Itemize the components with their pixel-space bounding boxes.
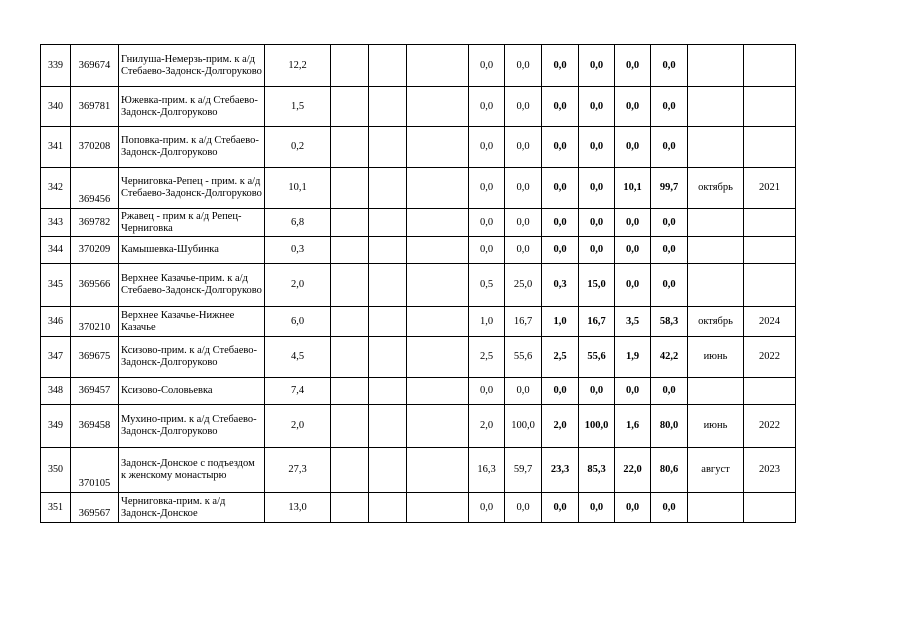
value-cell-6: 99,7: [651, 168, 688, 209]
year-cell: 2021: [744, 168, 796, 209]
road-length-cell: 0,2: [265, 127, 331, 168]
value-cell-2: 0,0: [505, 209, 542, 237]
value-cell-5: 0,0: [615, 493, 651, 523]
empty-cell: [331, 337, 369, 378]
road-length-cell: 6,8: [265, 209, 331, 237]
value-cell-5: 0,0: [615, 45, 651, 87]
road-name-cell: Ржавец - прим к а/д Репец-Черниговка: [119, 209, 265, 237]
road-code-cell: 370209: [71, 237, 119, 264]
value-cell-4: 100,0: [579, 405, 615, 448]
empty-cell: [407, 209, 469, 237]
empty-cell: [331, 378, 369, 405]
month-cell: [688, 493, 744, 523]
row-number-cell: 347: [41, 337, 71, 378]
empty-cell: [331, 87, 369, 127]
value-cell-1: 0,0: [469, 493, 505, 523]
value-cell-2: 0,0: [505, 87, 542, 127]
road-name-cell: Черниговка-прим. к а/д Задонск-Донское: [119, 493, 265, 523]
value-cell-6: 0,0: [651, 493, 688, 523]
value-cell-3: 0,0: [542, 209, 579, 237]
year-cell: [744, 45, 796, 87]
value-cell-6: 0,0: [651, 127, 688, 168]
value-cell-1: 0,0: [469, 378, 505, 405]
roads-table: [40, 44, 796, 523]
year-cell: 2022: [744, 337, 796, 378]
value-cell-5: 0,0: [615, 127, 651, 168]
row-number-cell: 343: [41, 209, 71, 237]
value-cell-4: 0,0: [579, 237, 615, 264]
value-cell-2: 0,0: [505, 168, 542, 209]
table-row: [41, 237, 796, 264]
road-name-cell: Камышевка-Шубинка: [119, 237, 265, 264]
table-row: [41, 337, 796, 378]
road-code-cell: 369675: [71, 337, 119, 378]
month-cell: октябрь: [688, 307, 744, 337]
empty-cell: [331, 237, 369, 264]
row-number-cell: 344: [41, 237, 71, 264]
road-length-cell: 2,0: [265, 264, 331, 307]
empty-cell: [369, 405, 407, 448]
value-cell-4: 0,0: [579, 209, 615, 237]
empty-cell: [407, 405, 469, 448]
road-code-cell: 369674: [71, 45, 119, 87]
year-cell: 2024: [744, 307, 796, 337]
value-cell-5: 1,9: [615, 337, 651, 378]
road-name-cell: Черниговка-Репец - прим. к а/д Стебаево-Задонск-Долгоруково: [119, 168, 265, 209]
road-length-cell: 2,0: [265, 405, 331, 448]
table-row: [41, 209, 796, 237]
value-cell-3: 0,0: [542, 45, 579, 87]
value-cell-3: 0,0: [542, 493, 579, 523]
value-cell-6: 0,0: [651, 378, 688, 405]
value-cell-2: 16,7: [505, 307, 542, 337]
road-code-cell: 369566: [71, 264, 119, 307]
road-length-cell: 13,0: [265, 493, 331, 523]
value-cell-2: 0,0: [505, 127, 542, 168]
value-cell-3: 0,0: [542, 378, 579, 405]
road-code-cell: 369457: [71, 378, 119, 405]
year-cell: [744, 264, 796, 307]
value-cell-3: 2,0: [542, 405, 579, 448]
value-cell-1: 2,0: [469, 405, 505, 448]
value-cell-5: 3,5: [615, 307, 651, 337]
value-cell-1: 0,0: [469, 168, 505, 209]
row-number-cell: 339: [41, 45, 71, 87]
value-cell-2: 25,0: [505, 264, 542, 307]
value-cell-6: 0,0: [651, 237, 688, 264]
year-cell: [744, 87, 796, 127]
empty-cell: [407, 45, 469, 87]
row-number-cell: 342: [41, 168, 71, 209]
value-cell-5: 1,6: [615, 405, 651, 448]
table-row: [41, 264, 796, 307]
month-cell: [688, 264, 744, 307]
empty-cell: [407, 337, 469, 378]
value-cell-2: 100,0: [505, 405, 542, 448]
month-cell: [688, 378, 744, 405]
road-code-cell: 369567: [71, 493, 119, 523]
row-number-cell: 346: [41, 307, 71, 337]
value-cell-1: 2,5: [469, 337, 505, 378]
value-cell-1: 16,3: [469, 448, 505, 493]
road-length-cell: 7,4: [265, 378, 331, 405]
value-cell-4: 55,6: [579, 337, 615, 378]
empty-cell: [331, 493, 369, 523]
road-length-cell: 0,3: [265, 237, 331, 264]
value-cell-4: 0,0: [579, 127, 615, 168]
value-cell-1: 0,5: [469, 264, 505, 307]
empty-cell: [369, 264, 407, 307]
empty-cell: [331, 168, 369, 209]
empty-cell: [369, 307, 407, 337]
value-cell-1: 1,0: [469, 307, 505, 337]
year-cell: [744, 127, 796, 168]
value-cell-3: 0,3: [542, 264, 579, 307]
road-length-cell: 4,5: [265, 337, 331, 378]
road-length-cell: 27,3: [265, 448, 331, 493]
year-cell: 2023: [744, 448, 796, 493]
value-cell-4: 0,0: [579, 378, 615, 405]
value-cell-3: 2,5: [542, 337, 579, 378]
empty-cell: [369, 378, 407, 405]
value-cell-6: 0,0: [651, 45, 688, 87]
empty-cell: [407, 87, 469, 127]
value-cell-3: 0,0: [542, 168, 579, 209]
value-cell-2: 59,7: [505, 448, 542, 493]
road-code-cell: 370210: [71, 307, 119, 337]
value-cell-5: 0,0: [615, 87, 651, 127]
road-name-cell: Мухино-прим. к а/д Стебаево-Задонск-Долгоруково: [119, 405, 265, 448]
value-cell-5: 0,0: [615, 378, 651, 405]
table-row: [41, 127, 796, 168]
value-cell-6: 0,0: [651, 264, 688, 307]
value-cell-6: 42,2: [651, 337, 688, 378]
empty-cell: [407, 493, 469, 523]
table-row: [41, 378, 796, 405]
month-cell: июнь: [688, 405, 744, 448]
road-name-cell: Ксизово-Соловьевка: [119, 378, 265, 405]
month-cell: [688, 209, 744, 237]
table-row: [41, 493, 796, 523]
year-cell: [744, 378, 796, 405]
table-row: [41, 405, 796, 448]
value-cell-1: 0,0: [469, 87, 505, 127]
value-cell-5: 22,0: [615, 448, 651, 493]
empty-cell: [407, 264, 469, 307]
table-row: [41, 307, 796, 337]
road-code-cell: 370208: [71, 127, 119, 168]
value-cell-6: 58,3: [651, 307, 688, 337]
road-code-cell: 369458: [71, 405, 119, 448]
row-number-cell: 340: [41, 87, 71, 127]
value-cell-5: 0,0: [615, 264, 651, 307]
value-cell-6: 0,0: [651, 209, 688, 237]
empty-cell: [407, 127, 469, 168]
month-cell: июнь: [688, 337, 744, 378]
road-length-cell: 12,2: [265, 45, 331, 87]
empty-cell: [369, 45, 407, 87]
road-name-cell: Задонск-Донское с подъездом к женскому монастырю: [119, 448, 265, 493]
value-cell-1: 0,0: [469, 45, 505, 87]
road-code-cell: 369456: [71, 168, 119, 209]
value-cell-3: 1,0: [542, 307, 579, 337]
empty-cell: [369, 127, 407, 168]
empty-cell: [331, 405, 369, 448]
value-cell-4: 0,0: [579, 45, 615, 87]
table-row: [41, 45, 796, 87]
value-cell-1: 0,0: [469, 237, 505, 264]
value-cell-2: 0,0: [505, 45, 542, 87]
road-length-cell: 1,5: [265, 87, 331, 127]
empty-cell: [369, 168, 407, 209]
value-cell-2: 0,0: [505, 378, 542, 405]
road-name-cell: Верхнее Казачье-прим. к а/д Стебаево-Задонск-Долгоруково: [119, 264, 265, 307]
row-number-cell: 351: [41, 493, 71, 523]
empty-cell: [407, 237, 469, 264]
empty-cell: [407, 168, 469, 209]
empty-cell: [331, 448, 369, 493]
road-code-cell: 370105: [71, 448, 119, 493]
value-cell-6: 80,0: [651, 405, 688, 448]
month-cell: [688, 237, 744, 264]
value-cell-6: 80,6: [651, 448, 688, 493]
empty-cell: [369, 209, 407, 237]
row-number-cell: 348: [41, 378, 71, 405]
road-length-cell: 6,0: [265, 307, 331, 337]
value-cell-4: 0,0: [579, 168, 615, 209]
road-name-cell: Южевка-прим. к а/д Стебаево-Задонск-Долгоруково: [119, 87, 265, 127]
value-cell-1: 0,0: [469, 209, 505, 237]
empty-cell: [369, 237, 407, 264]
empty-cell: [331, 45, 369, 87]
empty-cell: [331, 127, 369, 168]
year-cell: [744, 237, 796, 264]
empty-cell: [331, 264, 369, 307]
row-number-cell: 350: [41, 448, 71, 493]
value-cell-4: 0,0: [579, 87, 615, 127]
year-cell: [744, 209, 796, 237]
value-cell-5: 10,1: [615, 168, 651, 209]
empty-cell: [369, 87, 407, 127]
value-cell-5: 0,0: [615, 237, 651, 264]
road-name-cell: Гнилуша-Немерзь-прим. к а/д Стебаево-Задонск-Долгоруково: [119, 45, 265, 87]
road-code-cell: 369782: [71, 209, 119, 237]
value-cell-4: 0,0: [579, 493, 615, 523]
row-number-cell: 349: [41, 405, 71, 448]
value-cell-3: 0,0: [542, 127, 579, 168]
month-cell: август: [688, 448, 744, 493]
value-cell-4: 15,0: [579, 264, 615, 307]
year-cell: [744, 493, 796, 523]
table-row: [41, 87, 796, 127]
empty-cell: [369, 493, 407, 523]
value-cell-2: 0,0: [505, 493, 542, 523]
empty-cell: [331, 209, 369, 237]
value-cell-4: 16,7: [579, 307, 615, 337]
value-cell-5: 0,0: [615, 209, 651, 237]
value-cell-3: 0,0: [542, 87, 579, 127]
empty-cell: [331, 307, 369, 337]
month-cell: [688, 127, 744, 168]
value-cell-4: 85,3: [579, 448, 615, 493]
road-name-cell: Верхнее Казачье-Нижнее Казачье: [119, 307, 265, 337]
table-row: [41, 448, 796, 493]
empty-cell: [407, 448, 469, 493]
value-cell-3: 23,3: [542, 448, 579, 493]
value-cell-6: 0,0: [651, 87, 688, 127]
value-cell-2: 55,6: [505, 337, 542, 378]
value-cell-2: 0,0: [505, 237, 542, 264]
month-cell: [688, 45, 744, 87]
month-cell: [688, 87, 744, 127]
row-number-cell: 345: [41, 264, 71, 307]
year-cell: 2022: [744, 405, 796, 448]
road-name-cell: Ксизово-прим. к а/д Стебаево-Задонск-Долгоруково: [119, 337, 265, 378]
value-cell-1: 0,0: [469, 127, 505, 168]
month-cell: октябрь: [688, 168, 744, 209]
row-number-cell: 341: [41, 127, 71, 168]
road-length-cell: 10,1: [265, 168, 331, 209]
road-name-cell: Поповка-прим. к а/д Стебаево-Задонск-Долгоруково: [119, 127, 265, 168]
table-row: [41, 168, 796, 209]
empty-cell: [369, 448, 407, 493]
road-code-cell: 369781: [71, 87, 119, 127]
empty-cell: [407, 378, 469, 405]
value-cell-3: 0,0: [542, 237, 579, 264]
empty-cell: [407, 307, 469, 337]
empty-cell: [369, 337, 407, 378]
